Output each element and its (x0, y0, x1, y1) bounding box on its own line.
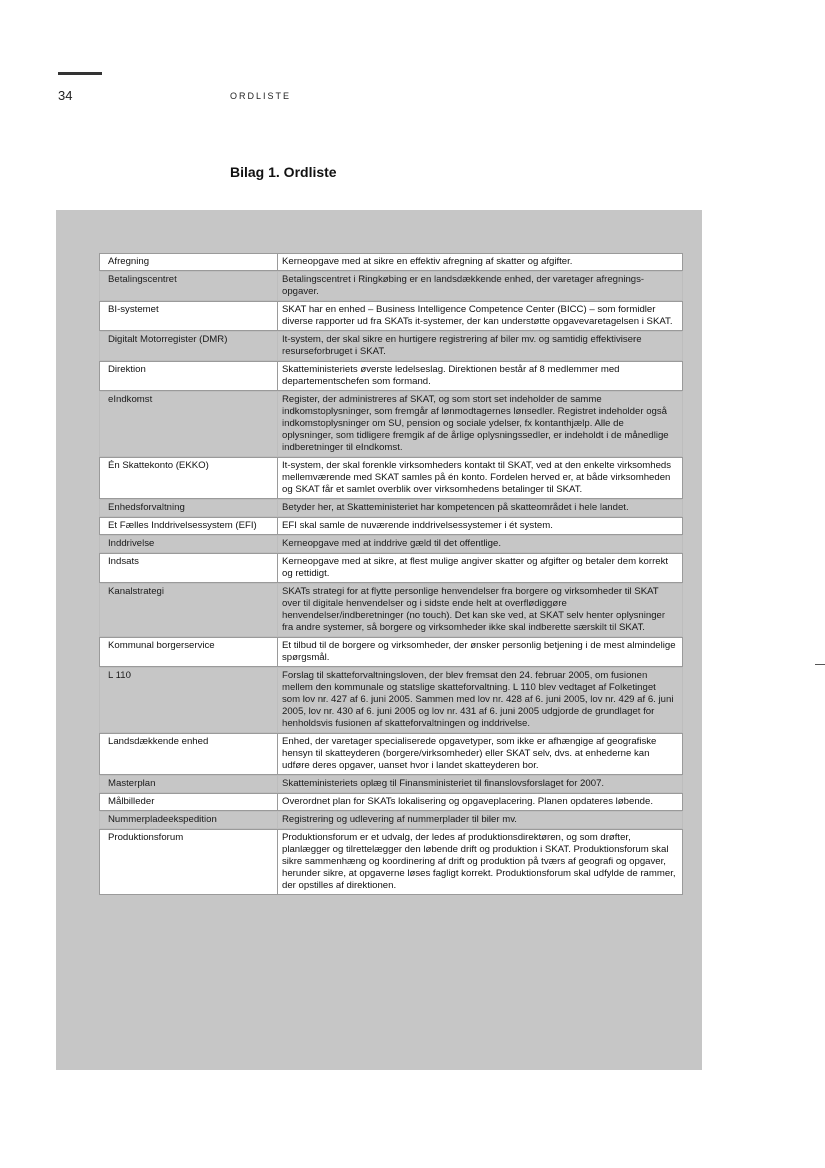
glossary-term: Indsats (99, 553, 278, 583)
glossary-term: eIndkomst (99, 391, 278, 457)
glossary-definition: Skatteministeriets øverste ledelseslag. Direktionen består af 8 medlemmer med departementschefen som formand. (278, 361, 683, 391)
glossary-definition: It-system, der skal sikre en hurtigere registrering af biler mv. og samtidig effektivisere resurseforbruget i SKAT. (278, 331, 683, 361)
glossary-definition: Produktionsforum er et udvalg, der ledes af produktionsdirektøren, og som drøfter, planlægger og tilrettelægger den løbende drift og produktion i SKAT. Produktionsforum skal sikre sammenhæng og koordinering af drift og produktion på tværs af geografi og opgaver, herunder sikre, at opgaverne løses fagligt korrekt. Produktionsforum skal udfylde de rammer, der opstilles af direktionen. (278, 829, 683, 895)
glossary-term: Inddrivelse (99, 535, 278, 553)
glossary-term: Nummerpladeekspedition (99, 811, 278, 829)
glossary-term: Landsdækkende enhed (99, 733, 278, 775)
glossary-row (99, 271, 683, 301)
glossary-term: Kommunal borgerservice (99, 637, 278, 667)
glossary-definition: Et tilbud til de borgere og virksomheder, der ønsker personlig betjening i de mest almindelige spørgsmål. (278, 637, 683, 667)
glossary-definition: SKATs strategi for at flytte personlige henvendelser fra borgere og virksomheder til SKAT over til digitale henvendelser og i sidste ende helt at overflødiggøre henvendelser/indberetninger (no touch). Det kan ske ved, at SKAT selv henter oplysninger fra andre systemer, så borgere og virksomheder ikke skal indberette særskilt til SKAT. (278, 583, 683, 637)
glossary-row (99, 583, 683, 637)
glossary-row (99, 637, 683, 667)
glossary-definition: Register, der administreres af SKAT, og som stort set indeholder de samme indkomstoplysninger, som fremgår af lønmodtagernes lønsedler. Registret indeholder også indkomstoplysninger om SU, pension og sociale ydelser, fx kontanthjælp. Alle de oplysninger, som tidligere fremgik af de årlige oplysningssedler, er indeholdt i de månedlige indberetninger til eIndkomst. (278, 391, 683, 457)
running-head: ORDLISTE (230, 91, 292, 101)
glossary-term: Direktion (99, 361, 278, 391)
glossary-definition: Kerneopgave med at sikre, at flest mulige angiver skatter og afgifter og betaler dem korrekt og rettidigt. (278, 553, 683, 583)
glossary-row (99, 301, 683, 331)
glossary-term: Betalingscentret (99, 271, 278, 301)
glossary-definition: Enhed, der varetager specialiserede opgavetyper, som ikke er afhængige af geografiske hensyn til skatteyderen (borgere/virksomheder) eller SKAT selv, dvs. at enhederne kan udføre deres opgaver, uanset hvor i landet skatteyderen bor. (278, 733, 683, 775)
glossary-term: Enhedsforvaltning (99, 499, 278, 517)
header-rule (58, 72, 102, 75)
glossary-term: Digitalt Motorregister (DMR) (99, 331, 278, 361)
glossary-row (99, 391, 683, 457)
glossary-definition: Kerneopgave med at sikre en effektiv afregning af skatter og afgifter. (278, 253, 683, 271)
glossary-table (99, 253, 683, 895)
glossary-row (99, 829, 683, 895)
page-number: 34 (58, 88, 73, 103)
glossary-row (99, 553, 683, 583)
glossary-row (99, 457, 683, 499)
glossary-term: Et Fælles Inddrivelsessystem (EFI) (99, 517, 278, 535)
glossary-row (99, 733, 683, 775)
page-title: Bilag 1. Ordliste (230, 164, 337, 180)
glossary-row (99, 667, 683, 733)
glossary-definition: SKAT har en enhed – Business Intelligence Competence Center (BICC) – som formidler diverse rapporter ud fra SKATs it-systemer, der kan understøtte opgavevaretagelsen i SKAT. (278, 301, 683, 331)
margin-mark (815, 664, 825, 665)
glossary-definition: Registrering og udlevering af nummerplader til biler mv. (278, 811, 683, 829)
glossary-term: Masterplan (99, 775, 278, 793)
glossary-row (99, 535, 683, 553)
glossary-definition: Skatteministeriets oplæg til Finansministeriet til finanslovsforslaget for 2007. (278, 775, 683, 793)
glossary-term: Målbilleder (99, 793, 278, 811)
glossary-row (99, 253, 683, 271)
glossary-row (99, 793, 683, 811)
glossary-row (99, 361, 683, 391)
glossary-definition: Betalingscentret i Ringkøbing er en landsdækkende enhed, der varetager afregnings-opgaver. (278, 271, 683, 301)
glossary-definition: Betyder her, at Skatteministeriet har kompetencen på skatteområdet i hele landet. (278, 499, 683, 517)
glossary-term: L 110 (99, 667, 278, 733)
glossary-definition: Overordnet plan for SKATs lokalisering og opgaveplacering. Planen opdateres løbende. (278, 793, 683, 811)
glossary-definition: EFI skal samle de nuværende inddrivelsessystemer i ét system. (278, 517, 683, 535)
glossary-row (99, 811, 683, 829)
glossary-term: Kanalstrategi (99, 583, 278, 637)
glossary-term: Produktionsforum (99, 829, 278, 895)
glossary-term: Afregning (99, 253, 278, 271)
glossary-row (99, 499, 683, 517)
glossary-definition: Forslag til skatteforvaltningsloven, der blev fremsat den 24. februar 2005, om fusionen mellem den kommunale og statslige skatteforvaltning. L 110 blev vedtaget af Folketinget som lov nr. 427 af 6. juni 2005. Sammen med lov nr. 428 af 6. juni 2005, lov nr. 429 af 6. juni 2005, lov nr. 430 af 6. juni 2005 og lov nr. 431 af 6. juni 2005 udgjorde de grundlaget for henholdsvis fusionen af skatteforvaltningen og inddrivelse. (278, 667, 683, 733)
glossary-term: BI-systemet (99, 301, 278, 331)
glossary-definition: Kerneopgave med at inddrive gæld til det offentlige. (278, 535, 683, 553)
glossary-row (99, 517, 683, 535)
glossary-definition: It-system, der skal forenkle virksomheders kontakt til SKAT, ved at den enkelte virksomheds mellemværende med SKAT samles på én konto. Fordelen herved er, at både virksomheden og SKAT får et samlet overblik over virksomhedens betalinger til SKAT. (278, 457, 683, 499)
glossary-row (99, 775, 683, 793)
glossary-row (99, 331, 683, 361)
glossary-term: Én Skattekonto (EKKO) (99, 457, 278, 499)
